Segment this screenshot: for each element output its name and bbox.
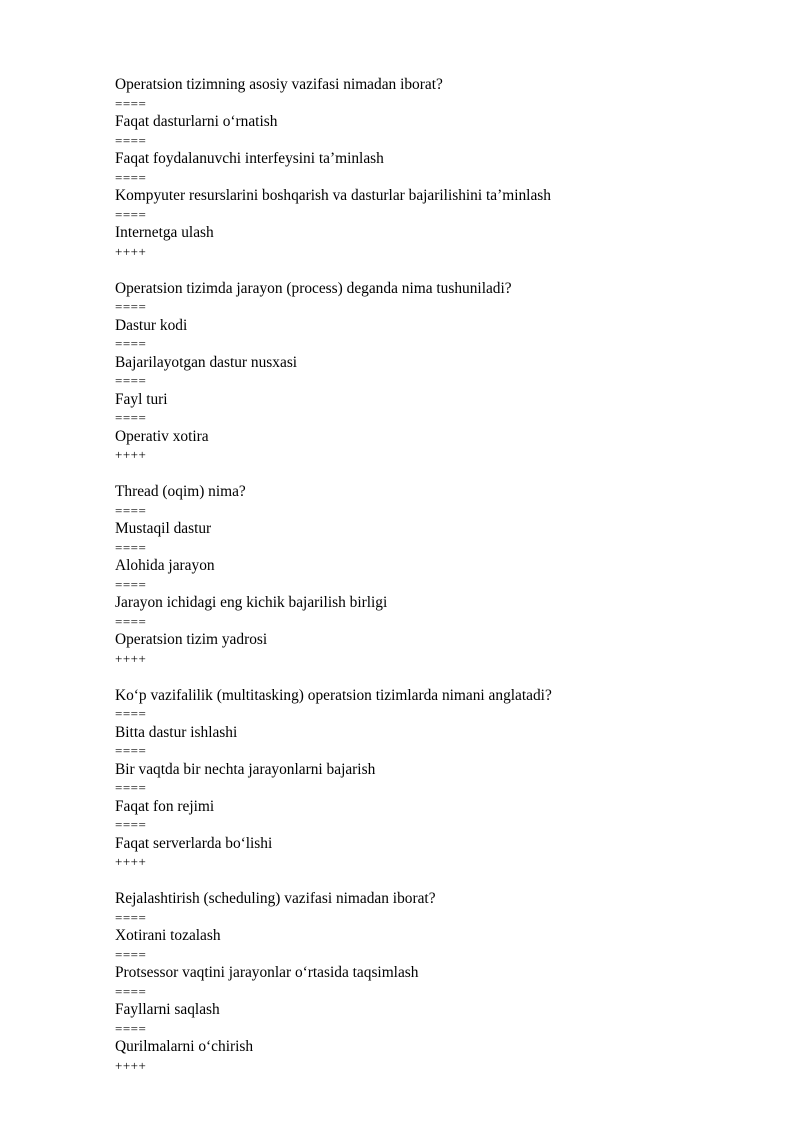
option-separator: ==== <box>115 613 147 629</box>
answer-option: Operatsion tizim yadrosi <box>115 631 268 648</box>
answer-option: Qurilmalarni o‘chirish <box>115 1038 254 1055</box>
option-separator: ==== <box>115 706 147 721</box>
blank-line <box>115 465 755 484</box>
blank-line <box>115 261 755 280</box>
option-separator: ==== <box>115 576 147 592</box>
question-end-marker: ++++ <box>115 1057 147 1073</box>
option-separator: ==== <box>115 206 147 222</box>
option-separator: ==== <box>115 983 147 999</box>
answer-option: Bajarilayotgan dastur nusxasi <box>115 353 298 371</box>
option-separator: ==== <box>115 95 147 111</box>
answer-option: Dastur kodi <box>115 316 188 334</box>
answer-option: Internetga ulash <box>115 224 214 241</box>
question-text: Ko‘p vazifalilik (multitasking) operatsion tizimlarda nimani anglatadi? <box>115 686 552 704</box>
option-separator: ==== <box>115 502 147 518</box>
question-text: Thread (oqim) nima? <box>115 483 246 500</box>
question-list <box>115 76 755 1075</box>
option-separator: ==== <box>115 743 147 758</box>
answer-option: Bitta dastur ishlashi <box>115 723 238 741</box>
question-block <box>115 890 755 1075</box>
question-block <box>115 280 755 465</box>
answer-option: Faqat dasturlarni o‘rnatish <box>115 113 278 130</box>
option-separator: ==== <box>115 132 147 148</box>
answer-option: Mustaqil dastur <box>115 520 212 537</box>
option-separator: ==== <box>115 299 147 314</box>
option-separator: ==== <box>115 817 147 832</box>
question-end-marker: ++++ <box>115 854 147 869</box>
question-block <box>115 687 755 872</box>
answer-option: Faqat serverlarda bo‘lishi <box>115 834 273 852</box>
question-text: Operatsion tizimda jarayon (process) deganda nima tushuniladi? <box>115 279 512 297</box>
answer-option: Fayllarni saqlash <box>115 1001 220 1018</box>
question-block <box>115 483 755 668</box>
option-separator: ==== <box>115 410 147 425</box>
option-separator: ==== <box>115 539 147 555</box>
question-text: Rejalashtirish (scheduling) vazifasi nimadan iborat? <box>115 890 436 907</box>
option-separator: ==== <box>115 780 147 795</box>
blank-line <box>115 668 755 687</box>
answer-option: Jarayon ichidagi eng kichik bajarilish birligi <box>115 594 388 611</box>
option-separator: ==== <box>115 909 147 925</box>
answer-option: Protsessor vaqtini jarayonlar o‘rtasida taqsimlash <box>115 964 419 981</box>
option-separator: ==== <box>115 336 147 351</box>
answer-option: Kompyuter resurslarini boshqarish va dasturlar bajarilishini ta’minlash <box>115 187 551 204</box>
question-text: Operatsion tizimning asosiy vazifasi nimadan iborat? <box>115 76 443 93</box>
question-block <box>115 76 755 261</box>
answer-option: Fayl turi <box>115 390 168 408</box>
answer-option: Faqat fon rejimi <box>115 797 215 815</box>
option-separator: ==== <box>115 169 147 185</box>
option-separator: ==== <box>115 946 147 962</box>
question-end-marker: ++++ <box>115 447 147 462</box>
answer-option: Xotirani tozalash <box>115 927 221 944</box>
answer-option: Alohida jarayon <box>115 557 215 574</box>
question-end-marker: ++++ <box>115 243 147 259</box>
option-separator: ==== <box>115 1020 147 1036</box>
answer-option: Bir vaqtda bir nechta jarayonlarni bajarish <box>115 760 376 778</box>
answer-option: Operativ xotira <box>115 427 209 445</box>
blank-line <box>115 872 755 891</box>
answer-option: Faqat foydalanuvchi interfeysini ta’minlash <box>115 150 384 167</box>
option-separator: ==== <box>115 373 147 388</box>
question-end-marker: ++++ <box>115 650 147 666</box>
